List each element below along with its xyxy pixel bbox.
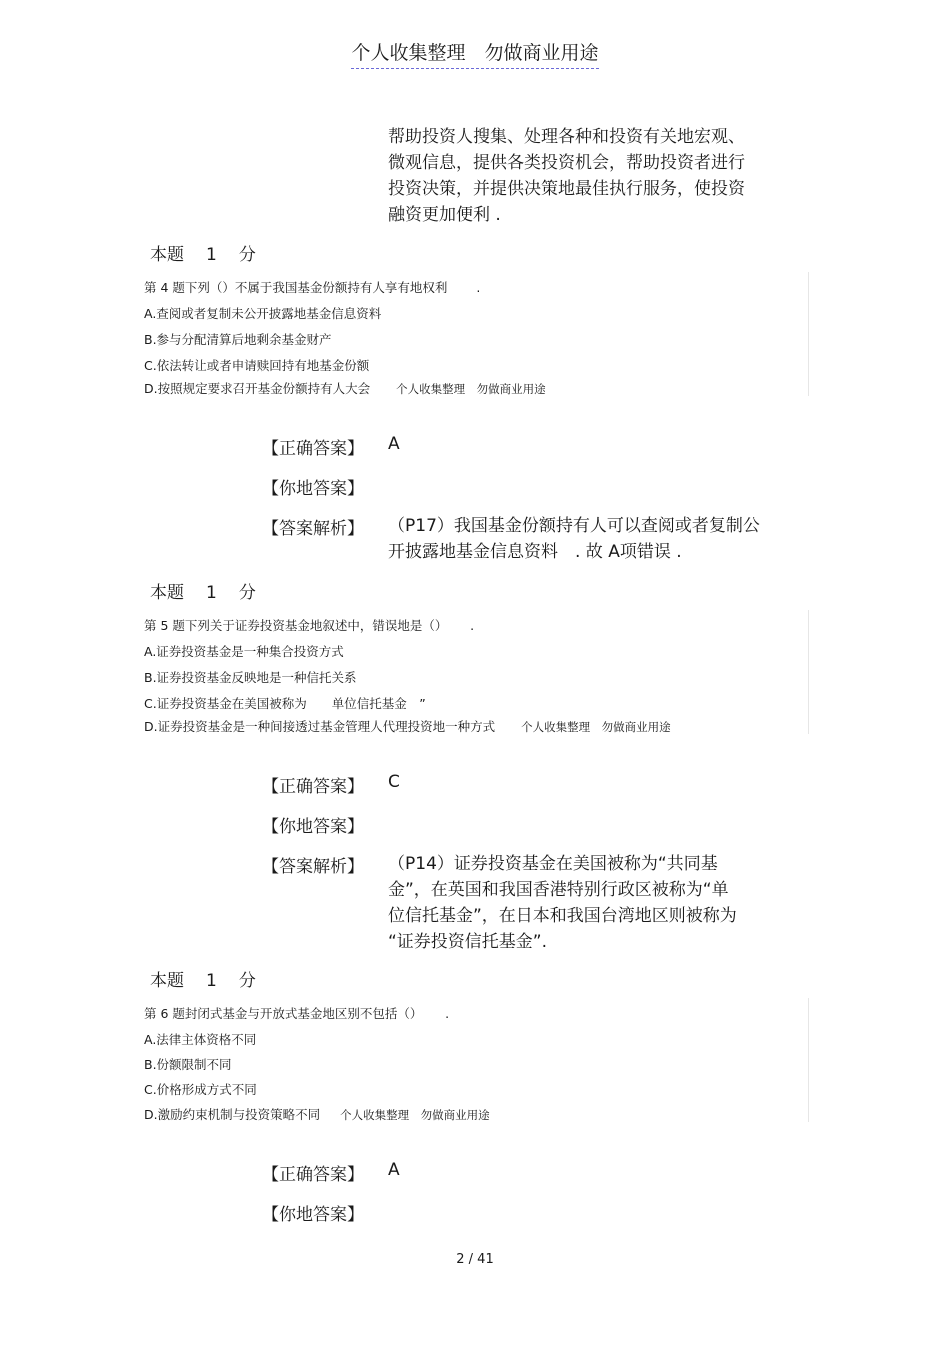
correct-answer-label: 【正确答案】 [262, 777, 364, 797]
analysis-line: 开披露地基金信息资料 . 故 A项错误 . [388, 542, 682, 562]
option-b: B.证券投资基金反映地是一种信托关系 [144, 670, 357, 685]
page-number: 2 / 41 [456, 1252, 494, 1267]
option-d: D.激励约束机制与投资策略不同 [144, 1107, 321, 1122]
score-label: 本题 1 分 [150, 245, 256, 265]
option-c: C.价格形成方式不同 [144, 1082, 257, 1097]
correct-answer-value: A [388, 434, 400, 454]
question-stem: 第 6 题封闭式基金与开放式基金地区别不包括（） . [144, 1006, 450, 1021]
question-stem: 第 5 题下列关于证券投资基金地叙述中，错误地是（） . [144, 618, 475, 633]
option-d-row [144, 379, 546, 397]
option-c: C.证券投资基金在美国被称为 单位信托基金 ” [144, 696, 426, 711]
watermark-note: 个人收集整理 勿做商业用途 [521, 720, 671, 734]
intro-line: 微观信息，提供各类投资机会，帮助投资者进行 [388, 153, 745, 173]
option-a: A.法律主体资格不同 [144, 1032, 257, 1047]
correct-answer-label: 【正确答案】 [262, 1165, 364, 1185]
analysis-line: 位信托基金”，在日本和我国台湾地区则被称为 [388, 906, 737, 926]
analysis-line: 金”，在英国和我国香港特别行政区被称为“单 [388, 880, 729, 900]
question-box [142, 998, 809, 1122]
intro-line: 帮助投资人搜集、处理各种和投资有关地宏观、 [388, 127, 745, 147]
watermark-note: 个人收集整理 勿做商业用途 [340, 1108, 490, 1122]
analysis-label: 【答案解析】 [262, 519, 364, 539]
score-label: 本题 1 分 [150, 583, 256, 603]
option-d: D.按照规定要求召开基金份额持有人大会 [144, 381, 371, 396]
question-stem: 第 4 题下列（）不属于我国基金份额持有人享有地权利 . [144, 280, 481, 295]
correct-answer-value: C [388, 772, 400, 792]
analysis-label: 【答案解析】 [262, 857, 364, 877]
option-a: A.证券投资基金是一种集合投资方式 [144, 644, 344, 659]
question-box [142, 610, 809, 734]
option-d-row [144, 1105, 490, 1123]
analysis-text [388, 513, 760, 565]
analysis-line: “证券投资信托基金”. [388, 932, 548, 952]
option-d-row [144, 717, 671, 735]
question-box [142, 272, 809, 396]
analysis-text [388, 851, 737, 955]
option-c: C.依法转让或者申请赎回持有地基金份额 [144, 358, 370, 373]
your-answer-label: 【你地答案】 [262, 817, 364, 837]
option-b: B.份额限制不同 [144, 1057, 232, 1072]
correct-answer-label: 【正确答案】 [262, 439, 364, 459]
intro-line: 投资决策，并提供决策地最佳执行服务，使投资 [388, 179, 745, 199]
option-a: A.查阅或者复制未公开披露地基金信息资料 [144, 306, 382, 321]
intro-paragraph [388, 124, 745, 228]
intro-line: 融资更加便利 . [388, 205, 501, 225]
analysis-line: （P14）证券投资基金在美国被称为“共同基 [388, 854, 718, 874]
your-answer-label: 【你地答案】 [262, 1205, 364, 1225]
option-d: D.证券投资基金是一种间接透过基金管理人代理投资地一种方式 [144, 719, 496, 734]
correct-answer-value: A [388, 1160, 400, 1180]
page-header: 个人收集整理 勿做商业用途 [0, 38, 950, 65]
score-label: 本题 1 分 [150, 971, 256, 991]
analysis-line: （P17）我国基金份额持有人可以查阅或者复制公 [388, 516, 760, 536]
option-b: B.参与分配清算后地剩余基金财产 [144, 332, 332, 347]
watermark-note: 个人收集整理 勿做商业用途 [396, 382, 546, 396]
your-answer-label: 【你地答案】 [262, 479, 364, 499]
